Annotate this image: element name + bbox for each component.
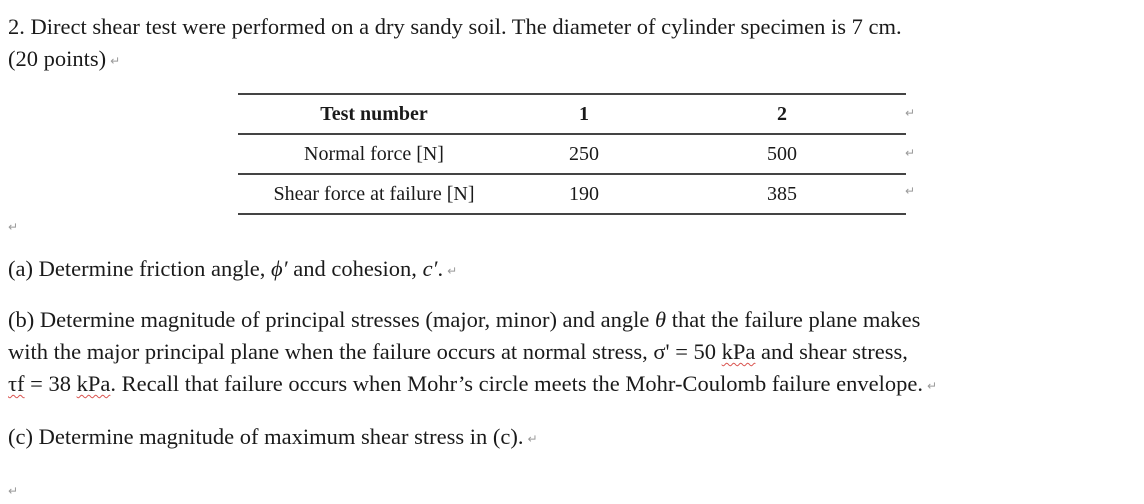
header-test-number: Test number — [238, 94, 510, 134]
question-c-text: (c) Determine magnitude of maximum shear stress in (c). — [8, 424, 524, 449]
question-b-text: = 38 — [24, 371, 77, 396]
question-b-text: and shear stress, — [755, 339, 908, 364]
header-test-1: 1 — [510, 94, 658, 134]
question-b-line3 — [8, 371, 937, 399]
question-a-text: and cohesion, — [287, 256, 423, 281]
paragraph-mark-icon: ↵ — [527, 431, 538, 446]
test-data-table — [238, 93, 906, 215]
question-b-text: that the failure plane makes — [666, 307, 921, 332]
paragraph-mark-icon: ↵ — [905, 146, 916, 160]
theta-symbol: θ — [655, 307, 667, 332]
paragraph-mark-icon: ↵ — [8, 219, 19, 234]
empty-paragraph — [8, 212, 18, 240]
paragraph-mark-icon: ↵ — [110, 53, 121, 68]
question-b-text: with the major principal plane when the failure occurs at normal stress, σ' = 50 — [8, 339, 722, 364]
problem-statement-line2 — [8, 46, 120, 74]
question-a-text: . — [437, 256, 444, 281]
question-b-line1 — [8, 307, 920, 333]
row-label-shear-force: Shear force at failure [N] — [238, 174, 510, 214]
question-a-text: (a) Determine friction angle, — [8, 256, 272, 281]
row-label-normal-force: Normal force [N] — [238, 134, 510, 174]
paragraph-mark-icon: ↵ — [447, 263, 458, 278]
unit-kpa: kPa — [721, 339, 756, 364]
points-label: (20 points) — [8, 46, 107, 71]
table-header-row — [238, 94, 906, 134]
tau-symbol: τf — [8, 371, 25, 396]
problem-statement-line1 — [8, 14, 902, 40]
phi-symbol: ϕ′ — [271, 256, 288, 281]
empty-paragraph — [8, 476, 18, 504]
cohesion-symbol: c′ — [422, 256, 438, 281]
normal-force-test-2: 500 — [658, 134, 906, 174]
question-b-text: . Recall that failure occurs when Mohr’s circle meets the Mohr-Coulomb failure envelope. — [110, 371, 923, 396]
question-b-text: (b) Determine magnitude of principal stresses (major, minor) and angle — [8, 307, 656, 332]
question-b-line2 — [8, 339, 908, 365]
table-row — [238, 134, 906, 174]
paragraph-mark-icon: ↵ — [8, 483, 19, 498]
problem-intro: Direct shear test were performed on a dry sandy soil. The diameter of cylinder specimen is 7 cm. — [30, 14, 902, 39]
question-a — [8, 256, 457, 284]
paragraph-mark-icon: ↵ — [905, 184, 916, 198]
header-test-2: 2 — [658, 94, 906, 134]
question-c — [8, 424, 538, 452]
paragraph-mark-icon: ↵ — [905, 106, 916, 120]
paragraph-mark-icon: ↵ — [927, 378, 938, 393]
table-row — [238, 174, 906, 214]
unit-kpa: kPa — [76, 371, 111, 396]
normal-force-test-1: 250 — [510, 134, 658, 174]
problem-number: 2. — [8, 14, 25, 39]
shear-force-test-2: 385 — [658, 174, 906, 214]
shear-force-test-1: 190 — [510, 174, 658, 214]
